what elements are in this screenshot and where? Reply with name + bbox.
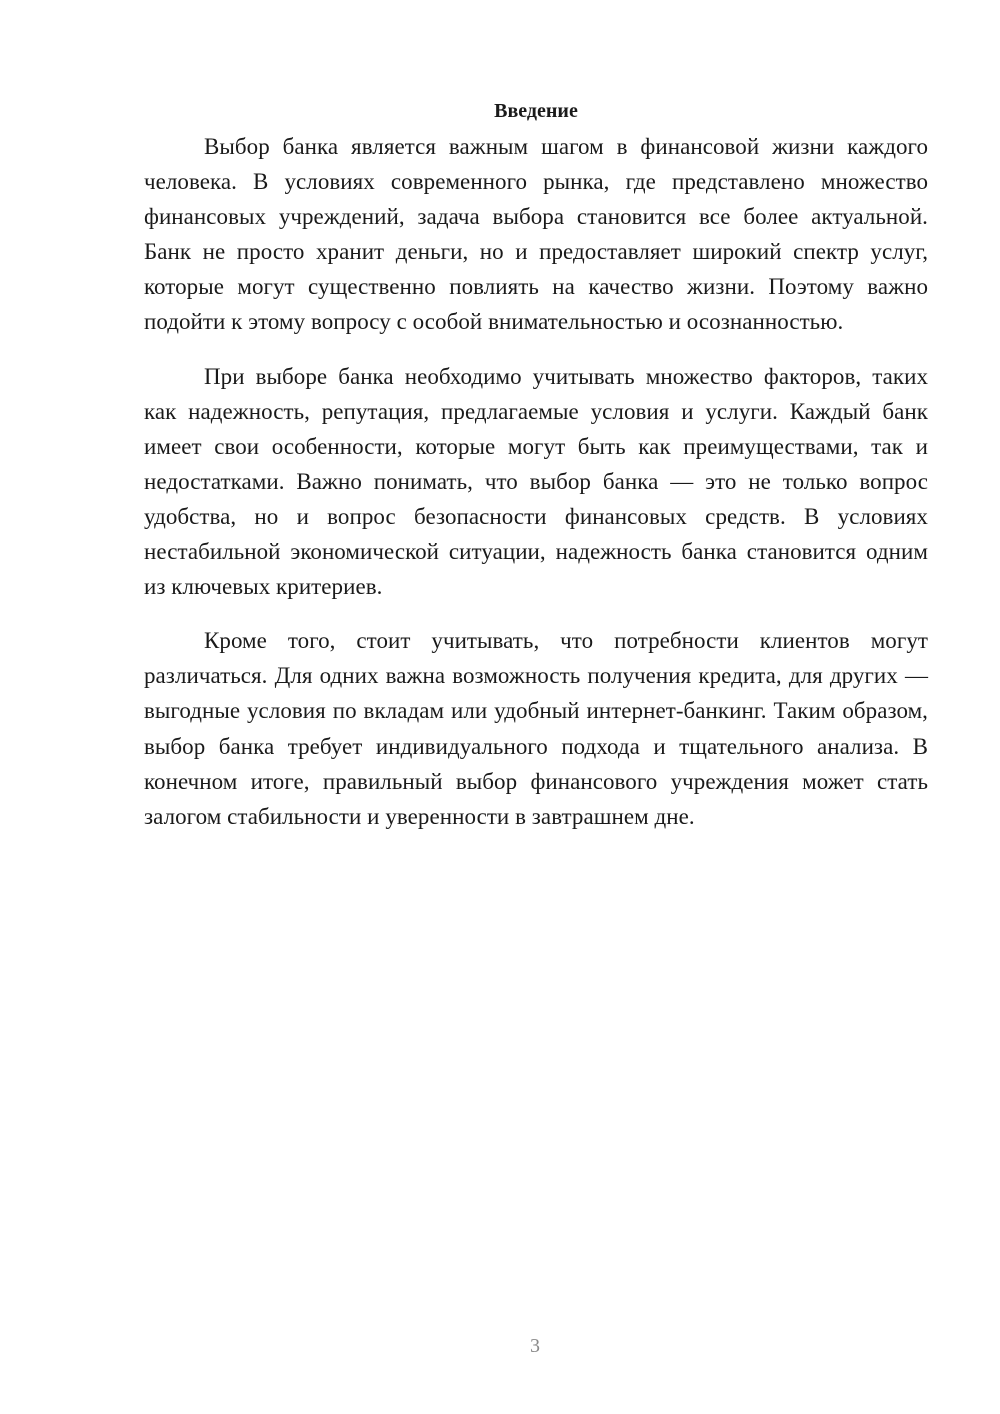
paragraph-2: При выборе банка необходимо учитывать множество факторов, таких как надежность, репутация, предлагаемые условия и услуги. Каждый банк имеет свои особенности, которые могут быть как преимуществами, так и недостатками. Важно понимать, что выбор банка — это не только вопрос удобства, но и вопрос безопасности финансовых средств. В условиях нестабильной экономической ситуации, надежность банка становится одним из ключевых критериев. [144,363,928,600]
paragraph-1: Выбор банка является важным шагом в финансовой жизни каждого человека. В условиях современного рынка, где представлено множество финансовых учреждений, задача выбора становится все более актуальной. Банк не просто хранит деньги, но и предоставляет широкий спектр услуг, которые могут существенно повлиять на качество жизни. Поэтому важно подойти к этому вопросу с особой внимательностью и осознанностью. [144,134,928,335]
page-content [144,96,928,853]
paragraph-3: Кроме того, стоит учитывать, что потребности клиентов могут различаться. Для одних важна возможность получения кредита, для других — выгодные условия по вкладам или удобный интернет-банкинг. Таким образом, выбор банка требует индивидуального подхода и тщательного анализа. В конечном итоге, правильный выбор финансового учреждения может стать залогом стабильности и уверенности в завтрашнем дне. [144,628,928,829]
page-number: 3 [530,1335,540,1357]
page-title: Введение [494,100,578,122]
